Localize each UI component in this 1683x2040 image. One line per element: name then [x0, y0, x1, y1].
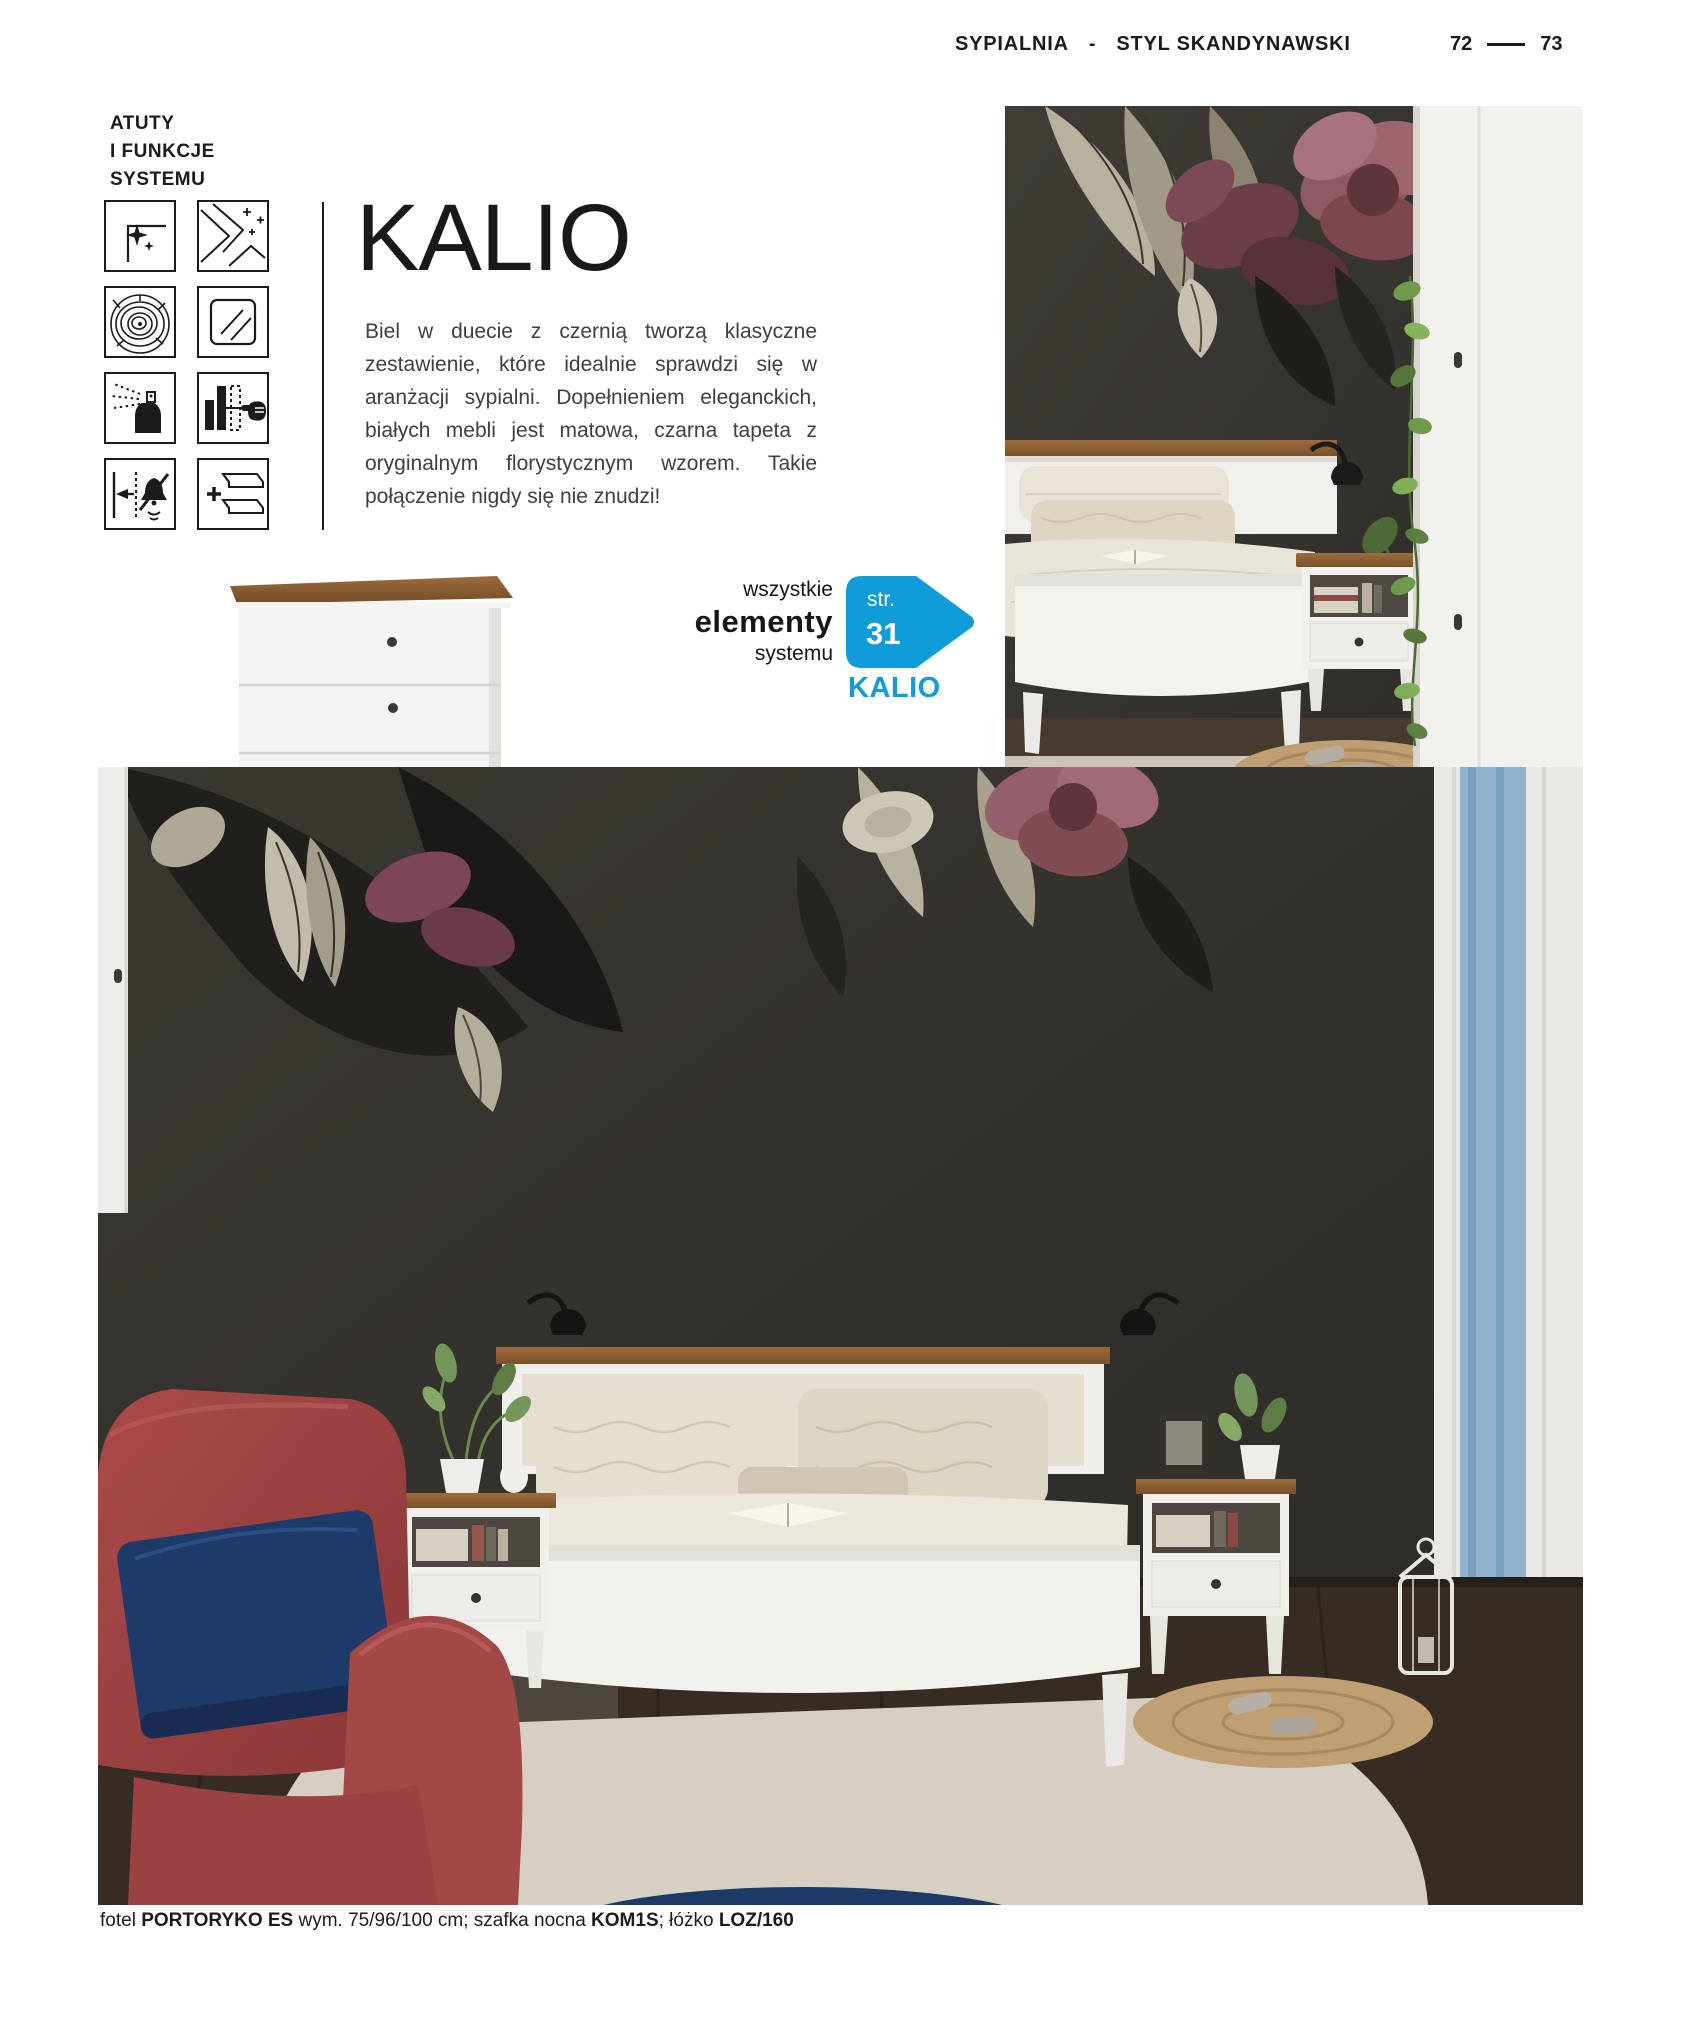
breadcrumb-style: STYL SKANDYNAWSKI	[1116, 33, 1351, 55]
vertical-divider	[322, 202, 324, 530]
breadcrumb-separator: -	[1088, 33, 1097, 55]
page-numbers	[1450, 33, 1563, 56]
page-ref-label: str.	[867, 588, 896, 611]
breadcrumb-section: SYPIALNIA	[955, 33, 1069, 55]
soft-close-icon	[104, 458, 176, 530]
feature-icon-grid	[104, 200, 269, 530]
features-title-line: I FUNKCJE	[110, 141, 215, 162]
caption-text: ; łóżko	[658, 1910, 719, 1931]
bedroom-photo-main	[98, 767, 1583, 1905]
features-title	[110, 110, 215, 194]
badge-system-name: KALIO	[848, 672, 941, 704]
elements-label-line2: elementy	[694, 604, 833, 639]
breadcrumb	[955, 33, 1351, 56]
nightstand-knob	[1355, 638, 1364, 647]
page-ref-number: 31	[866, 616, 901, 651]
jute-rug	[1133, 1676, 1433, 1768]
page-number-left: 72	[1450, 33, 1473, 55]
wardrobe-handle	[114, 969, 122, 983]
system-description: Biel w duecie z czernią tworzą klasyczne zestawienie, które idealnie sprawdzi się w aranżacji sypialni. Dopełnieniem eleganckich, białych mebli jest matowa, czarna tapeta z oryginalnym florystycznym wzorem. Takie połączenie nigdy się nie znudzi!	[365, 320, 817, 508]
vase	[500, 1461, 528, 1493]
elements-label-line1: wszystkie	[743, 578, 833, 601]
features-title-line: SYSTEMU	[110, 169, 206, 190]
wardrobe-handle	[1454, 352, 1462, 368]
elements-label	[590, 577, 833, 667]
system-title: KALIO	[356, 185, 631, 291]
product-code: LOZ/160	[718, 1910, 794, 1931]
dresser-knob	[388, 703, 398, 713]
wood-grain-icon	[104, 286, 176, 358]
photo-main-caption	[100, 1910, 794, 1932]
lacquered-finish-icon	[104, 372, 176, 444]
plant-pot	[1240, 1445, 1280, 1479]
caption-text: fotel	[100, 1910, 142, 1931]
glass-front-icon	[197, 286, 269, 358]
features-title-line: ATUTY	[110, 113, 175, 134]
page-number-right: 73	[1540, 33, 1563, 55]
dresser-wood-top	[230, 576, 513, 604]
product-code: PORTORYKO ES	[141, 1910, 294, 1931]
page-ref-badge[interactable]	[846, 576, 976, 668]
gloss-surface-icon	[104, 200, 176, 272]
wardrobe-edge	[98, 767, 128, 1213]
nightstand-knob	[1211, 1579, 1221, 1589]
plant-pot	[440, 1459, 484, 1493]
elements-label-line3: systemu	[754, 642, 833, 665]
extra-shelves-icon	[197, 458, 269, 530]
decor-pattern-icon	[197, 200, 269, 272]
page-dash	[1487, 43, 1525, 46]
nightstand-knob	[471, 1593, 481, 1603]
product-code: KOM1S	[591, 1910, 659, 1931]
wardrobe-handle	[1454, 614, 1462, 630]
dresser-knob	[387, 637, 397, 647]
size-options-icon	[197, 372, 269, 444]
caption-text: wym. 75/96/100 cm; szafka nocna	[293, 1910, 592, 1931]
